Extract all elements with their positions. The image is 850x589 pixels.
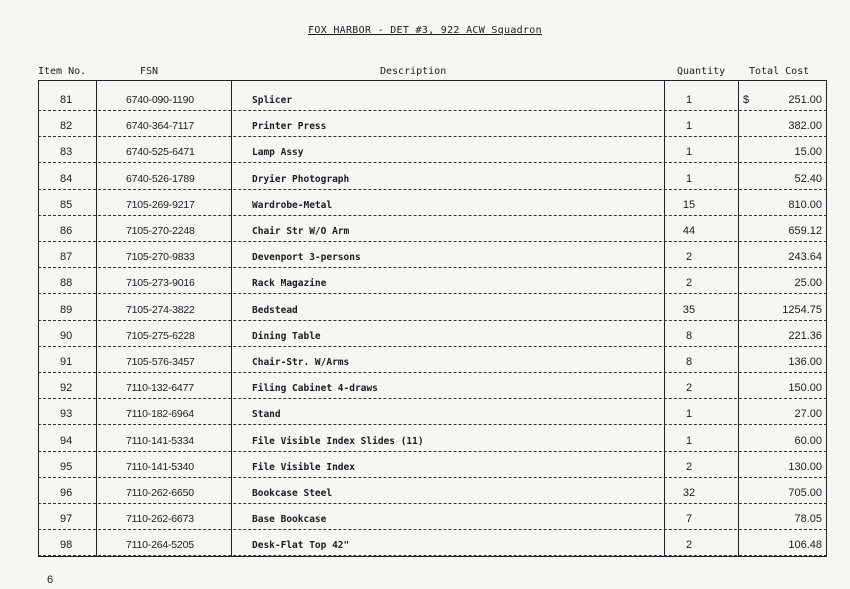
item-quantity: 2 xyxy=(685,539,693,552)
item-number: 95 xyxy=(60,460,73,473)
table-row xyxy=(38,530,827,556)
table-row xyxy=(38,426,827,452)
item-description: Filing Cabinet 4-draws xyxy=(252,383,378,395)
item-quantity: 15 xyxy=(682,198,696,211)
item-number: 84 xyxy=(60,172,73,185)
row-rule xyxy=(38,555,827,556)
item-quantity: 1 xyxy=(685,172,693,185)
item-quantity: 1 xyxy=(685,434,693,447)
fsn-number: 7110-132-6477 xyxy=(126,382,194,395)
table-row xyxy=(38,321,827,347)
item-description: Wardrobe-Metal xyxy=(252,199,333,211)
item-quantity: 44 xyxy=(682,225,696,237)
item-quantity: 32 xyxy=(682,487,696,499)
item-description: Bedstead xyxy=(252,304,298,316)
table-row xyxy=(38,295,827,321)
item-number: 92 xyxy=(60,382,73,395)
item-description: File Visible Index xyxy=(252,461,355,473)
header-description: Description xyxy=(380,66,447,77)
item-description: Splicer xyxy=(252,95,293,106)
item-number: 82 xyxy=(60,120,73,133)
currency-symbol: $ xyxy=(743,94,750,106)
item-total-cost: 136.00 xyxy=(788,356,822,368)
item-total-cost: 221.36 xyxy=(788,329,822,342)
fsn-number: 7110-264-5205 xyxy=(126,539,194,552)
fsn-number: 6740-364-7117 xyxy=(126,120,194,133)
item-number: 94 xyxy=(60,434,73,447)
header-fsn: FSN xyxy=(140,66,159,77)
item-total-cost: 659.12 xyxy=(788,225,822,237)
fsn-number: 7110-262-6673 xyxy=(126,513,194,526)
fsn-number: 7105-274-3822 xyxy=(126,303,195,316)
item-number: 96 xyxy=(60,487,73,499)
item-quantity: 1 xyxy=(685,146,693,159)
item-description: Dining Table xyxy=(252,330,321,342)
table-row xyxy=(38,164,827,190)
header-total-cost: Total Cost xyxy=(749,66,810,77)
table-row xyxy=(38,190,827,216)
item-number: 81 xyxy=(60,94,73,106)
item-quantity: 8 xyxy=(685,356,693,368)
item-quantity: 2 xyxy=(685,251,693,264)
item-description: Base Bookcase xyxy=(252,514,327,526)
item-number: 91 xyxy=(60,356,73,368)
fsn-number: 7105-275-6228 xyxy=(126,329,195,342)
item-quantity: 2 xyxy=(685,382,693,395)
item-quantity: 1 xyxy=(685,120,693,133)
item-description: Printer Press xyxy=(252,121,327,133)
item-total-cost: 106.48 xyxy=(788,539,822,552)
item-quantity: 2 xyxy=(685,460,693,473)
item-total-cost: 25.00 xyxy=(794,277,822,290)
item-description: Chair-Str. W/Arms xyxy=(252,357,350,368)
item-description: Dryier Photograph xyxy=(252,173,350,185)
table-row xyxy=(38,452,827,478)
item-description: File Visible Index Slides (11) xyxy=(252,435,424,447)
item-description: Bookcase Steel xyxy=(252,488,333,499)
item-number: 85 xyxy=(60,198,73,211)
item-description: Devenport 3-persons xyxy=(252,252,361,264)
item-description: Lamp Assy xyxy=(252,147,304,159)
item-quantity: 8 xyxy=(685,329,693,342)
item-number: 88 xyxy=(60,277,73,290)
item-description: Stand xyxy=(252,409,281,421)
fsn-number: 6740-090-1190 xyxy=(126,94,194,106)
fsn-number: 7110-141-5334 xyxy=(126,434,194,447)
item-quantity: 1 xyxy=(685,94,693,106)
document-title: FOX HARBOR - DET #3, 922 ACW Squadron xyxy=(308,25,542,36)
page-number: 6 xyxy=(47,574,54,586)
item-number: 89 xyxy=(60,303,73,316)
fsn-number: 6740-525-6471 xyxy=(126,146,195,159)
fsn-number: 7110-141-5340 xyxy=(126,460,194,473)
table-row xyxy=(38,216,827,242)
item-number: 97 xyxy=(60,513,73,526)
item-total-cost: 60.00 xyxy=(794,434,822,447)
table-row xyxy=(38,242,827,268)
item-number: 86 xyxy=(60,225,73,237)
header-quantity: Quantity xyxy=(677,66,726,77)
fsn-number: 7105-576-3457 xyxy=(126,356,195,368)
item-number: 98 xyxy=(60,539,73,552)
table-row xyxy=(38,504,827,530)
table-row xyxy=(38,268,827,294)
item-description: Rack Magazine xyxy=(252,278,327,290)
item-total-cost: 78.05 xyxy=(794,513,822,526)
fsn-number: 7105-269-9217 xyxy=(126,198,195,211)
item-total-cost: 150.00 xyxy=(788,382,822,395)
item-total-cost: 251.00 xyxy=(788,94,822,106)
table-row xyxy=(38,137,827,163)
fsn-number: 7110-262-6650 xyxy=(126,487,194,499)
item-number: 90 xyxy=(60,329,73,342)
item-description: Desk-Flat Top 42" xyxy=(252,540,350,552)
item-quantity: 7 xyxy=(685,513,693,526)
item-total-cost: 130.00 xyxy=(788,460,822,473)
item-total-cost: 1254.75 xyxy=(782,303,822,316)
item-total-cost: 27.00 xyxy=(794,408,822,421)
item-total-cost: 15.00 xyxy=(794,146,822,159)
fsn-number: 6740-526-1789 xyxy=(126,172,195,185)
table-row xyxy=(38,399,827,425)
item-quantity: 1 xyxy=(685,408,693,421)
item-total-cost: 243.64 xyxy=(788,251,822,264)
item-description: Chair Str W/O Arm xyxy=(252,226,350,237)
item-total-cost: 382.00 xyxy=(788,120,822,133)
table-row xyxy=(38,111,827,137)
item-number: 87 xyxy=(60,251,73,264)
table-row xyxy=(38,347,827,373)
fsn-number: 7110-182-6964 xyxy=(126,408,194,421)
table-row xyxy=(38,85,827,111)
item-total-cost: 810.00 xyxy=(788,198,822,211)
table-row xyxy=(38,373,827,399)
fsn-number: 7105-270-2248 xyxy=(126,225,195,237)
fsn-number: 7105-273-9016 xyxy=(126,277,195,290)
table-row xyxy=(38,478,827,504)
item-total-cost: 52.40 xyxy=(794,172,822,185)
item-total-cost: 705.00 xyxy=(788,487,822,499)
header-item-no: Item No. xyxy=(38,66,87,77)
fsn-number: 7105-270-9833 xyxy=(126,251,195,264)
item-number: 93 xyxy=(60,408,73,421)
item-quantity: 35 xyxy=(682,303,696,316)
item-quantity: 2 xyxy=(685,277,693,290)
item-number: 83 xyxy=(60,146,73,159)
